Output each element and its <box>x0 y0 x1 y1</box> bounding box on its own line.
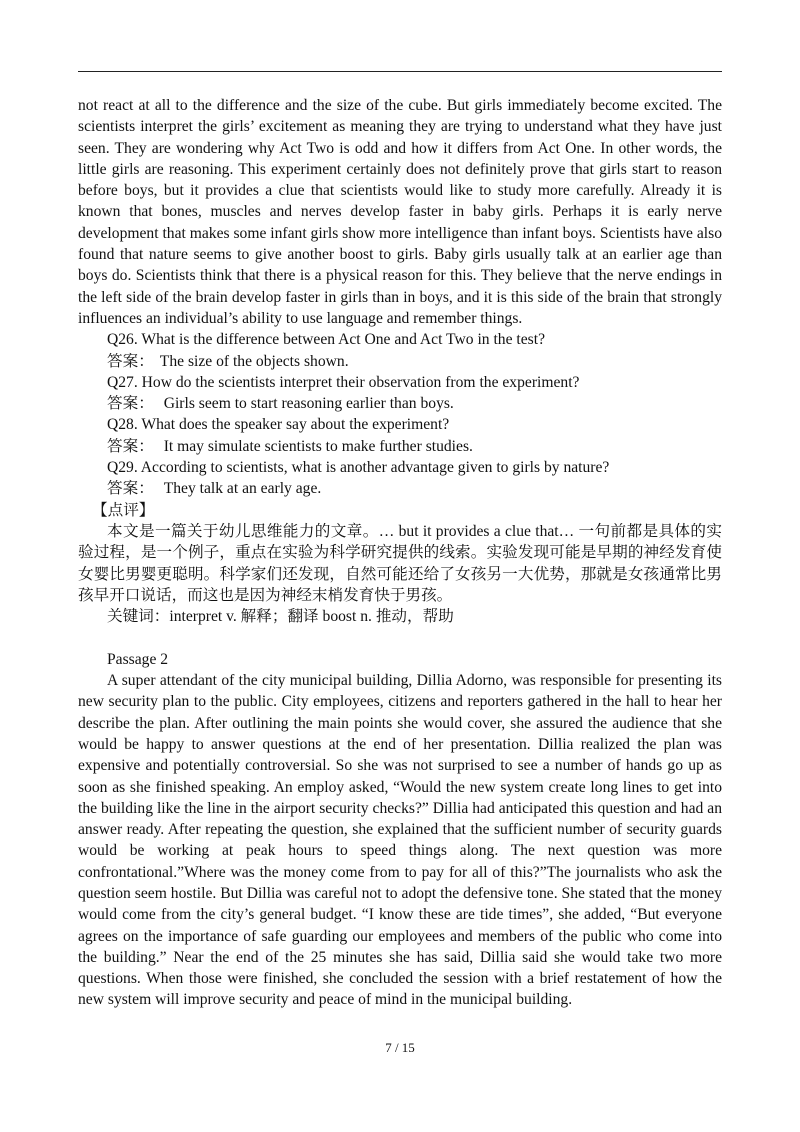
answer-text: It may simulate scientists to make further studies. <box>159 437 473 455</box>
question-list <box>78 329 722 499</box>
answer-q29 <box>78 478 722 499</box>
page-number: 7 / 15 <box>385 1040 415 1055</box>
answer-text: The size of the objects shown. <box>159 352 349 370</box>
question-q29: Q29. According to scientists, what is another advantage given to girls by nature? <box>107 459 610 477</box>
passage1-paragraph: not react at all to the difference and the size of the cube. But girls immediately become excited. The scientists interpret the girls’ excitement as meaning they are trying to understand what they have just seen. They are wondering why Act Two is odd and how it differs from Act One. In other words, the little girls are reasoning. This experiment certainly does not definitely prove that girls start to reason before boys, but it provides a clue that scientists would like to study more carefully. Already it is known that bones, muscles and nerves develop faster in baby girls. Perhaps it is early nerve development that makes some infant girls show more intelligence than infant boys. Scientists have also found that nature seems to give another boost to girls. Baby girls usually talk at an earlier age than boys do. Scientists think that there is a physical reason for this. They believe that the nerve endings in the left side of the brain develop faster in girls than in boys, and it is this side of the brain that strongly influences an individual’s ability to use language and remember things. <box>78 97 722 327</box>
question-q27: Q27. How do the scientists interpret their observation from the experiment? <box>107 373 580 391</box>
answer-q26 <box>78 351 722 372</box>
answer-label: 答案： <box>107 437 154 455</box>
answer-text: They talk at an early age. <box>159 480 322 498</box>
answer-q27 <box>78 393 722 414</box>
header-rule <box>78 71 722 72</box>
question-q28: Q28. What does the speaker say about the experiment? <box>107 416 450 434</box>
answer-label: 答案： <box>107 480 154 498</box>
document-page <box>78 95 722 1011</box>
comment-keywords: 关键词：interpret v. 解释；翻译 boost n. 推动，帮助 <box>107 608 454 626</box>
answer-q28 <box>78 436 722 457</box>
answer-label: 答案： <box>107 395 154 413</box>
passage2-paragraph: A super attendant of the city municipal building, Dillia Adorno, was responsible for presenting its new security plan to the public. City employees, citizens and reporters gathered in the hall to hear her describe the plan. After outlining the main points she would cover, she assured the audience that she would be happy to answer questions at the end of her presentation. Dillia realized the plan was expensive and potentially controversial. So she was not surprised to see a number of hands go up as soon as she finished speaking. An employ asked, “Would the new system create long lines to get into the building like the line in the airport security checks?” Dillia had anticipated this question and had an answer ready. After repeating the question, she explained that the sufficient number of security guards would be working at peak hours to speed things along. The next question was more confrontational.”Where was the money come from to pay for all of this?”The journalists who ask the question seem hostile. But Dillia was careful not to adopt the defensive tone. She stated that the money would come from the city’s general budget. “I know these are tide times”, she added, “But everyone agrees on the importance of safe guarding our employees and members of the public who come into the building.” Near the end of the 25 minutes she has said, Dillia said she would take two more questions. When those were finished, she concluded the session with a brief restatement of how the new system will improve security and peace of mind in the municipal building. <box>78 672 722 1009</box>
answer-text: Girls seem to start reasoning earlier than boys. <box>159 395 454 413</box>
comment-body: 本文是一篇关于幼儿思维能力的文章。… but it provides a clue that… 一句前都是具体的实验过程，是一个例子，重点在实验为科学研究提供的线索。实验发现可能是早期的神经发育使女婴比男婴更聪明。科学家们还发现，自然可能还给了女孩另一大优势，那就是女孩通常比男孩早开口说话，而这也是因为神经末梢发育快于男孩。 <box>78 522 722 604</box>
comment-heading: 【点评】 <box>92 501 155 519</box>
answer-label: 答案： <box>107 352 154 370</box>
section-spacer <box>78 627 722 648</box>
question-q26: Q26. What is the difference between Act One and Act Two in the test? <box>107 331 546 349</box>
passage2-title: Passage 2 <box>107 650 169 668</box>
